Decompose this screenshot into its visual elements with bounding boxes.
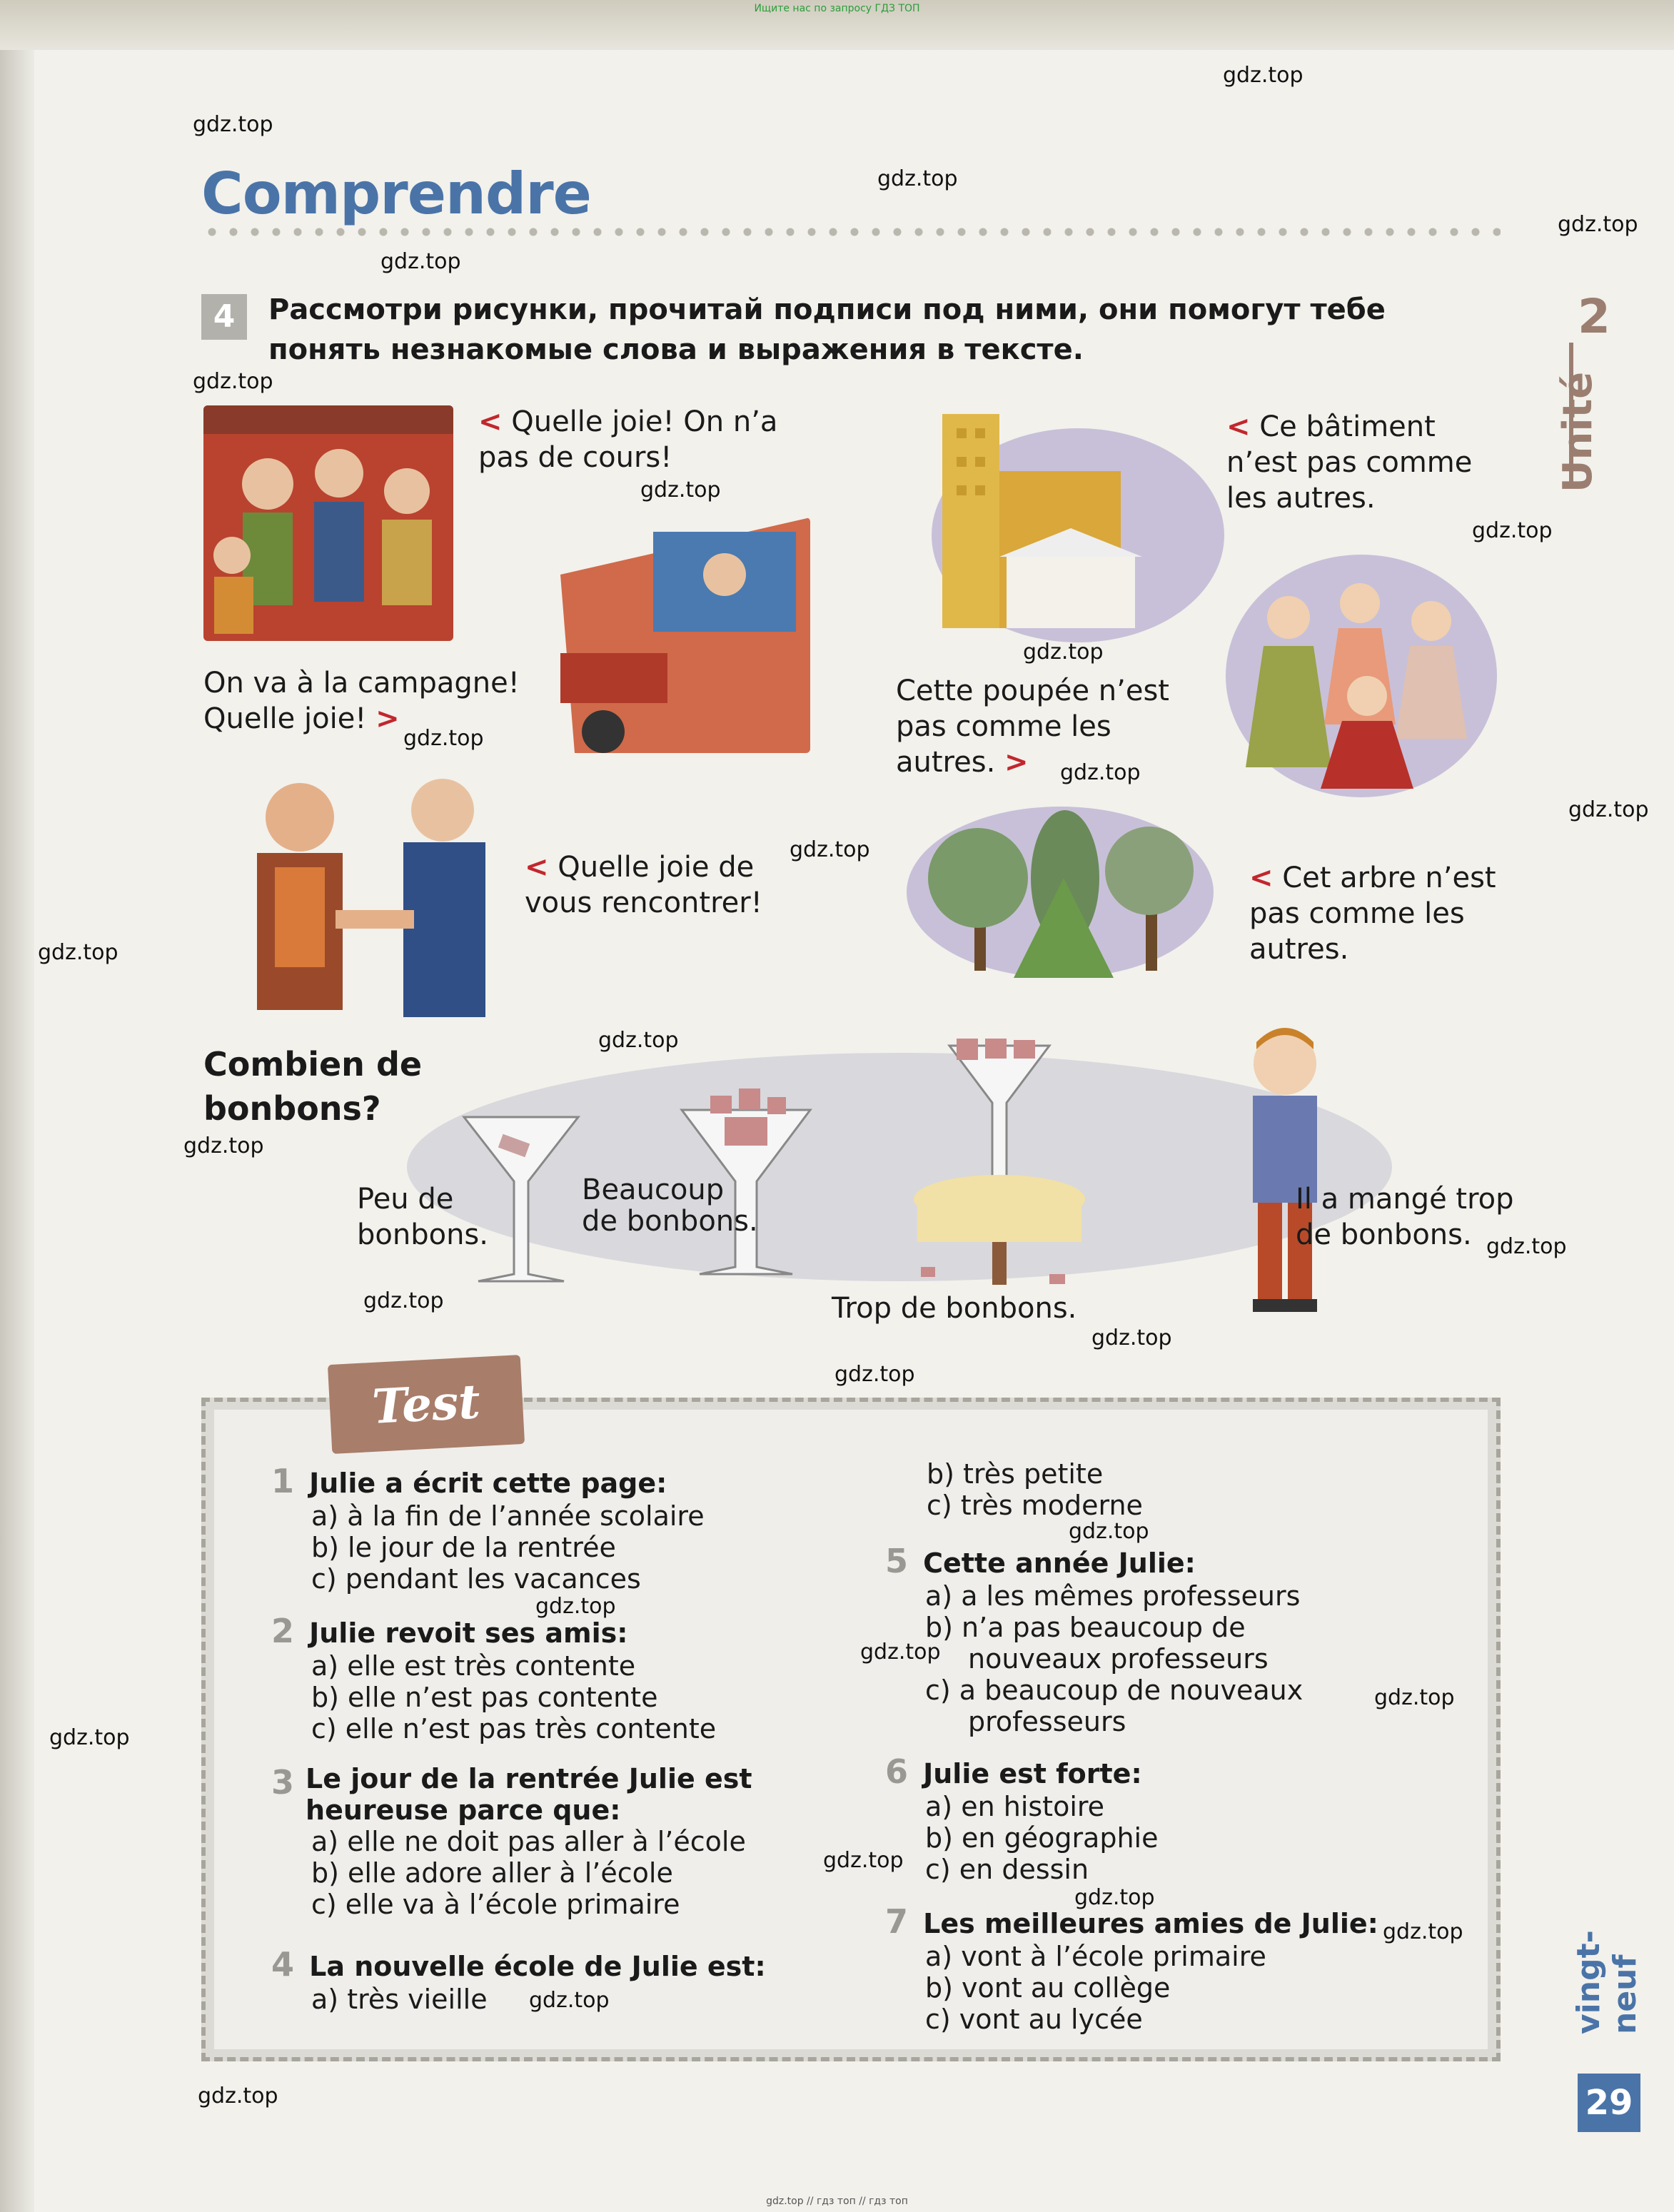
question-3	[271, 1763, 828, 1920]
section-title: Comprendre	[201, 161, 591, 227]
question-text: Julie revoit ses amis:	[309, 1617, 628, 1649]
option[interactable]: a) vont à l’école primaire	[925, 1941, 1266, 1972]
watermark: gdz.top	[1568, 797, 1649, 822]
watermark: gdz.top	[363, 1288, 444, 1313]
top-note: Ищите нас по запросу ГДЗ ТОП	[754, 3, 920, 14]
watermark: gdz.top	[790, 837, 870, 862]
question-7	[885, 1902, 1442, 2035]
exercise-instruction: Рассмотри рисунки, прочитай подписи под ними, они помогут тебе понять незнакомые слова и выражения в тексте.	[268, 293, 1386, 366]
watermark: gdz.top	[198, 2084, 278, 2109]
boy-ate-candy-illustration	[1214, 1021, 1356, 1320]
watermark: gdz.top	[1074, 1885, 1155, 1910]
question-text: Julie a écrit cette page:	[309, 1468, 667, 1499]
watermark: gdz.top	[49, 1725, 130, 1750]
caption-rencontrer: < Quelle joie de vous rencontrer!	[525, 851, 762, 919]
option[interactable]: a) très vieille	[311, 1984, 488, 2015]
watermark: gdz.top	[640, 478, 721, 503]
building-illustration	[928, 400, 1228, 646]
watermark: gdz.top	[1558, 212, 1638, 237]
watermark: gdz.top	[403, 726, 484, 751]
option[interactable]: a) elle est très contente	[311, 1650, 636, 1682]
option[interactable]: a) elle ne doit pas aller à l’école	[311, 1826, 746, 1857]
dotted-divider	[201, 227, 1501, 237]
watermark: gdz.top	[1486, 1234, 1567, 1259]
question-number: 2	[271, 1612, 295, 1650]
caption-text: Quelle joie de vous rencontrer!	[525, 851, 762, 919]
question-number: 5	[885, 1542, 909, 1580]
caption-peu: Peu de bonbons.	[357, 1183, 488, 1251]
book-spine-shadow	[0, 0, 34, 2212]
question-2	[271, 1612, 828, 1744]
overflowing-candy-table-icon	[907, 1039, 1092, 1296]
watermark: gdz.top	[1023, 640, 1104, 665]
caption-poupee: Cette poupée n’est pas comme les autres. >	[896, 675, 1169, 779]
caption-campagne: On va à la campagne! Quelle joie! >	[203, 667, 520, 735]
test-label: Test	[370, 1373, 482, 1435]
question-4-continued	[927, 1458, 1426, 1521]
exercise-number: 4	[201, 294, 247, 340]
watermark: gdz.top	[38, 940, 119, 965]
question-number: 1	[271, 1462, 295, 1500]
watermark: gdz.top	[1383, 1919, 1463, 1944]
watermark: gdz.top	[380, 249, 461, 274]
watermark: gdz.top	[877, 166, 958, 191]
option[interactable]: b) elle adore aller à l’école	[311, 1857, 673, 1889]
page-number: 29	[1578, 2074, 1640, 2132]
bottom-note: gdz.top // гдз топ // гдз топ	[766, 2196, 908, 2207]
option[interactable]: c) elle va à l’école primaire	[311, 1889, 680, 1920]
question-number: 3	[271, 1763, 295, 1802]
caption-arbre: < Cet arbre n’est pas comme les autres.	[1249, 862, 1496, 966]
watermark: gdz.top	[1060, 760, 1141, 785]
unit-word: Unité	[1555, 371, 1601, 493]
watermark: gdz.top	[598, 1028, 679, 1053]
caption-text: Ce bâtiment n’est pas comme les autres.	[1226, 410, 1473, 515]
option[interactable]: c) vont au lycée	[925, 2004, 1143, 2035]
option[interactable]: c) pendant les vacances	[311, 1563, 641, 1595]
watermark: gdz.top	[193, 369, 273, 394]
watermark: gdz.top	[535, 1594, 616, 1619]
question-text: Le jour de la rentrée Julie est heureuse parce que:	[306, 1763, 752, 1826]
question-1	[271, 1462, 828, 1595]
question-text: Les meilleures amies de Julie:	[923, 1908, 1378, 1939]
option[interactable]: c) en dessin	[925, 1854, 1089, 1885]
watermark: gdz.top	[860, 1640, 941, 1665]
option[interactable]: b) elle n’est pas contente	[311, 1682, 658, 1713]
option[interactable]: a) en histoire	[925, 1791, 1105, 1822]
question-6	[885, 1752, 1442, 1885]
watermark: gdz.top	[1069, 1519, 1149, 1544]
caption-mange-trop: Il a mangé trop de bonbons.	[1296, 1183, 1514, 1251]
question-5	[885, 1542, 1442, 1737]
watermark: gdz.top	[1374, 1685, 1455, 1710]
option[interactable]: b) très petite	[927, 1458, 1104, 1490]
watermark: gdz.top	[529, 1988, 610, 2013]
question-number: 4	[271, 1945, 295, 1984]
option[interactable]: c) très moderne	[927, 1490, 1143, 1521]
question-text: Julie est forte:	[923, 1758, 1142, 1789]
option[interactable]: b) n’a pas beaucoup de nouveaux professeurs	[925, 1612, 1269, 1675]
option[interactable]: b) en géographie	[925, 1822, 1159, 1854]
question-text: La nouvelle école de Julie est:	[309, 1951, 766, 1982]
caption-trop: Trop de bonbons.	[832, 1292, 1077, 1325]
page-word: vingt-neuf	[1570, 1930, 1643, 2034]
caption-text: On va à la campagne! Quelle joie!	[203, 667, 520, 735]
watermark: gdz.top	[183, 1133, 264, 1158]
caption-text: Cette poupée n’est pas comme les autres.	[896, 675, 1169, 779]
watermark: gdz.top	[823, 1848, 904, 1873]
kids-running-illustration	[203, 405, 453, 641]
watermark: gdz.top	[835, 1362, 915, 1387]
watermark: gdz.top	[193, 112, 273, 137]
dolls-illustration	[1224, 553, 1499, 799]
option[interactable]: b) vont au collège	[925, 1972, 1171, 2004]
watermark: gdz.top	[1223, 63, 1304, 88]
car-illustration	[560, 517, 810, 753]
caption-text: Cet arbre n’est pas comme les autres.	[1249, 862, 1496, 966]
watermark: gdz.top	[1472, 518, 1553, 543]
unit-number: 2	[1578, 289, 1610, 344]
caption-beaucoup: Beaucoup de bonbons.	[582, 1173, 758, 1238]
question-number: 6	[885, 1752, 909, 1791]
option[interactable]: a) a les mêmes professeurs	[925, 1580, 1301, 1612]
question-number: 7	[885, 1902, 909, 1941]
trees-illustration	[907, 799, 1214, 985]
handshake-illustration	[207, 767, 528, 1046]
caption-quelle-joie-cours: < Quelle joie! On n’a pas de cours!	[478, 405, 778, 474]
option[interactable]: a) à la fin de l’année scolaire	[311, 1500, 705, 1532]
combien-heading: Combien de bonbons?	[203, 1045, 423, 1128]
option[interactable]: c) elle n’est pas très contente	[311, 1713, 717, 1744]
caption-text: Quelle joie! On n’a pas de cours!	[478, 405, 778, 474]
option[interactable]: b) le jour de la rentrée	[311, 1532, 616, 1563]
option[interactable]: c) a beaucoup de nouveaux professeurs	[925, 1675, 1304, 1737]
watermark: gdz.top	[1091, 1325, 1172, 1350]
caption-batiment: < Ce bâtiment n’est pas comme les autres.	[1226, 410, 1473, 515]
question-text: Cette année Julie:	[923, 1547, 1196, 1579]
